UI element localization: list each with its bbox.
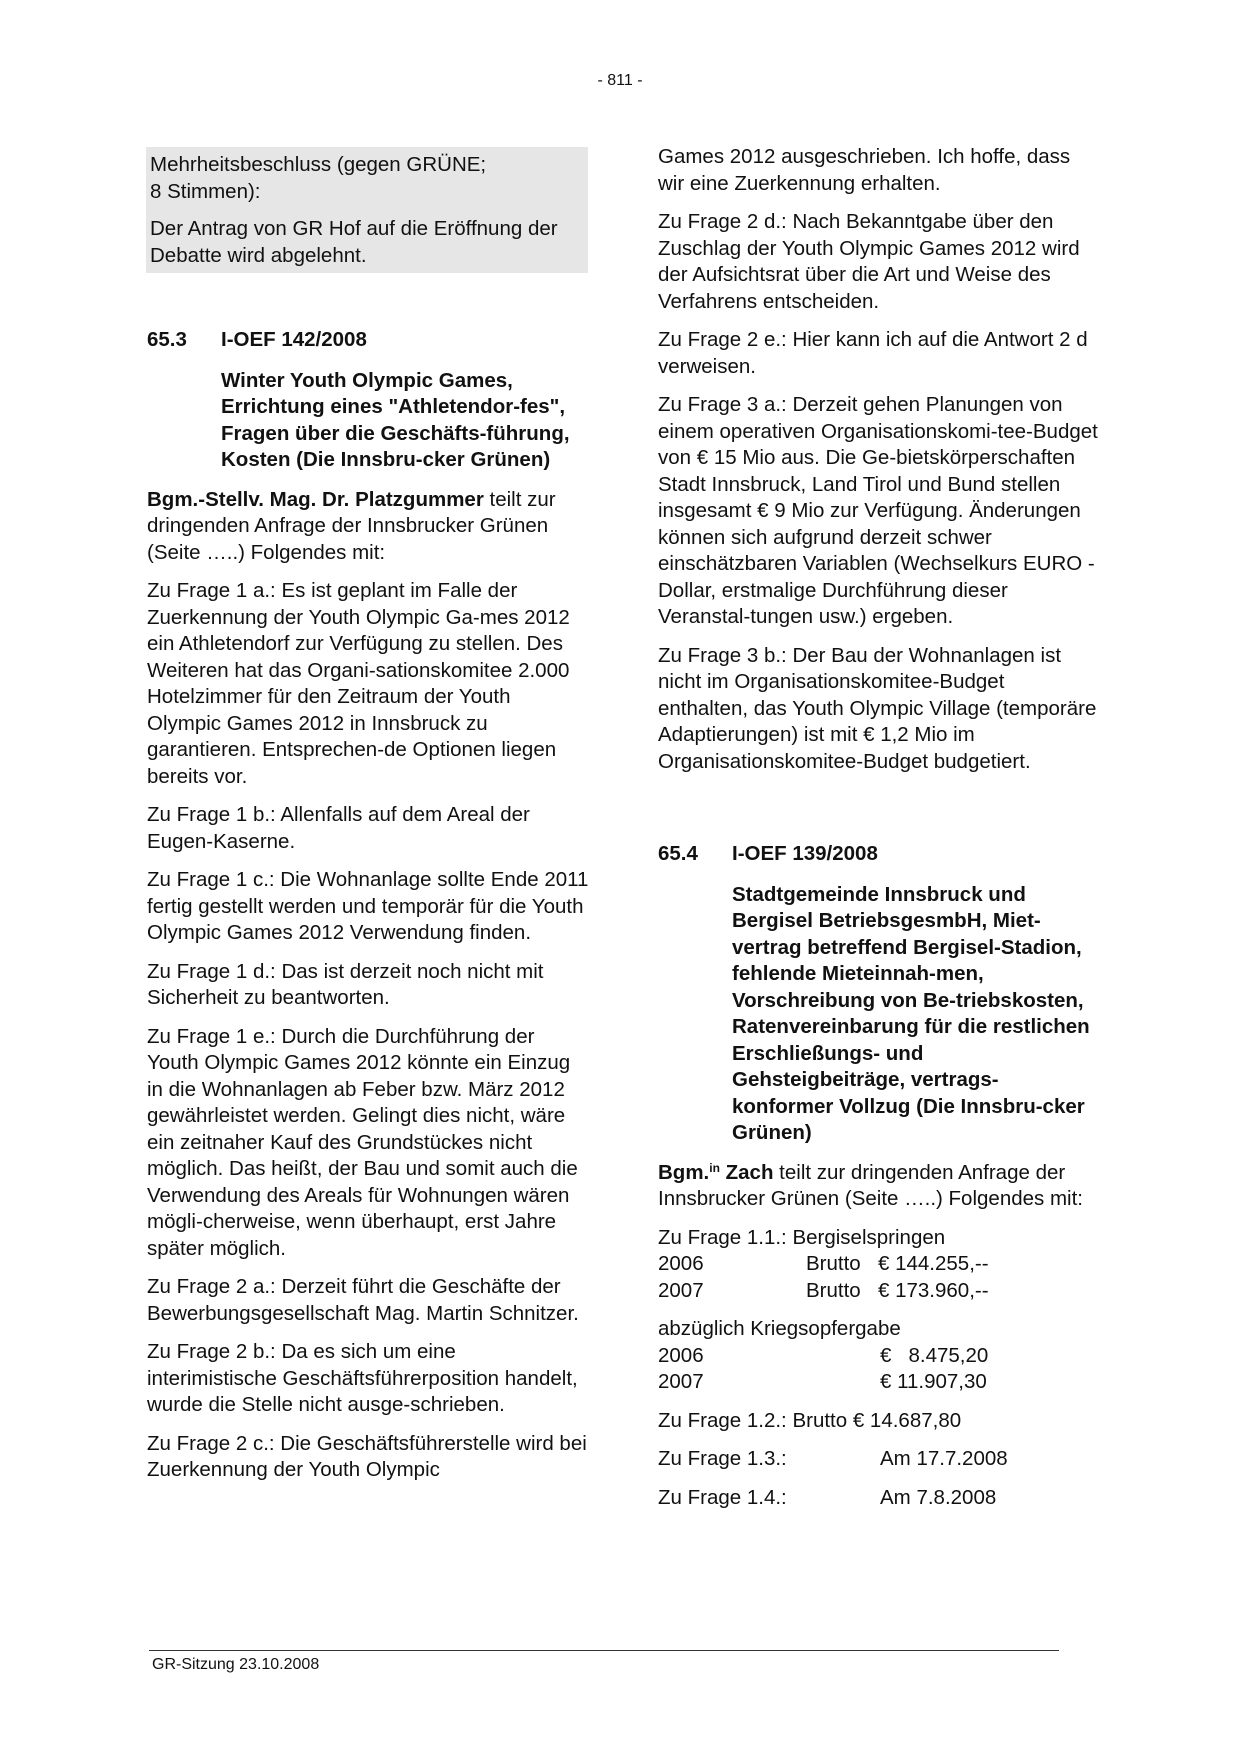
amount-row (658, 1278, 1098, 1305)
agenda-item-title: Stadtgemeinde Innsbruck und Bergisel BetriebsgesmbH, Miet-vertrag betreffend Bergisel-Stadion, fehlende Mieteinnah-men, Vorschreibung von Be-triebskosten, Ratenvereinbarung für die restlichen Erschließungs- und Gehsteigbeiträge, vertrags-konformer Vollzug (Die Innsbru-cker Grünen) (732, 882, 1090, 1144)
year-cell: 2007 (658, 1278, 704, 1302)
speaker-surname: Zach (719, 1160, 774, 1184)
amount-cell: € 173.960,-- (878, 1278, 989, 1302)
agenda-item-code: I-OEF 142/2008 (221, 328, 367, 351)
amount-row (658, 1251, 1098, 1278)
question-1-3 (658, 1446, 1098, 1473)
decision-box (146, 147, 588, 273)
question-value: Am 17.7.2008 (880, 1447, 1008, 1470)
answer-paragraph: Zu Frage 1 e.: Durch die Durchführung der Youth Olympic Games 2012 könnte ein Einzug in die Wohnanlagen ab Feber bzw. März 2012 gewährleistet werden. Gelingt dies nicht, wäre ein zeitnaher Kauf des Grundstückes nicht möglich. Das heißt, der Bau und somit auch die Verwendung des Areals für Wohnungen wären mögli-cherweise, wenn überhaupt, erst Jahre später möglich. (147, 1024, 578, 1260)
year-cell: 2006 (658, 1252, 704, 1275)
answer-paragraph: Zu Frage 2 c.: Die Geschäftsführerstelle wird bei Zuerkennung der Youth Olympic (147, 1431, 587, 1481)
year-cell: 2006 (658, 1343, 704, 1367)
speaker-intro (658, 1160, 1098, 1213)
right-column (658, 144, 1098, 1523)
answer-paragraph: Games 2012 ausgeschrieben. Ich hoffe, dass wir eine Zuerkennung erhalten. (658, 145, 1071, 195)
question-1-1-heading: Zu Frage 1.1.: Bergiselspringen (658, 1225, 946, 1249)
amount-cell: € 11.907,30 (880, 1370, 987, 1393)
decision-line-2: 8 Stimmen): (150, 179, 261, 203)
question-label: Zu Frage 1.3.: (658, 1447, 787, 1470)
answer-paragraph: Zu Frage 2 b.: Da es sich um eine interimistische Geschäftsführerposition handelt, wurde die Stelle nicht ausge-schrieben. (147, 1340, 578, 1416)
question-label: Zu Frage 1.4.: (658, 1485, 787, 1509)
speaker-name (658, 1161, 773, 1184)
deduction-block (658, 1316, 1098, 1396)
answer-paragraph: Zu Frage 3 b.: Der Bau der Wohnanlagen ist nicht im Organisationskomitee-Budget enthalten, das Youth Olympic Village (temporäre Adaptierungen) ist mit € 1,2 Mio im Organisationskomitee-Budget budgetiert. (658, 643, 1097, 773)
speaker-title: Bgm. (658, 1160, 710, 1184)
agenda-item-header (147, 327, 589, 354)
decision-heading (150, 152, 584, 205)
answer-paragraph: Zu Frage 1 c.: Die Wohnanlage sollte Ende 2011 fertig gestellt werden und temporär für die Youth Olympic Games 2012 Verwendung finden. (147, 868, 589, 944)
answer-paragraph: Zu Frage 2 d.: Nach Bekanntgabe über den Zuschlag der Youth Olympic Games 2012 wird der Aufsichtsrat über die Art und Weise des Verfahrens entscheiden. (658, 210, 1080, 313)
deduction-heading: abzüglich Kriegsopfergabe (658, 1317, 901, 1340)
amount-row (658, 1343, 1098, 1370)
question-value: Am 7.8.2008 (880, 1485, 997, 1509)
agenda-item-header (658, 841, 1098, 868)
question-1-2: Zu Frage 1.2.: Brutto € 14.687,80 (658, 1408, 962, 1432)
answer-paragraph: Zu Frage 2 e.: Hier kann ich auf die Antwort 2 d verweisen. (658, 328, 1088, 378)
decision-line-1: Mehrheitsbeschluss (gegen GRÜNE; (150, 153, 487, 176)
speaker-title-suffix: in (709, 1160, 720, 1175)
year-cell: 2007 (658, 1370, 704, 1393)
question-1-4 (658, 1485, 1098, 1512)
answer-paragraph: Zu Frage 3 a.: Derzeit gehen Planungen von einem operativen Organisationskomi-tee-Budget von € 15 Mio aus. Die Ge-bietskörperschaften Stadt Innsbruck, Land Tirol und Bund stellen insgesamt € 9 Mio zur Verfügung. Änderungen können sich aufgrund derzeit schwer einschätzbaren Variablen (Wechselkurs EURO - Dollar, erstmalige Durchführung dieser Veranstal-tungen usw.) ergeben. (658, 393, 1098, 628)
amount-cell: € 144.255,-- (878, 1252, 989, 1275)
footer-text: GR-Sitzung 23.10.2008 (152, 1656, 320, 1673)
left-column (147, 144, 589, 1496)
speaker-intro (147, 487, 589, 567)
page-number: - 811 - (597, 72, 643, 89)
speaker-name: Bgm.-Stellv. Mag. Dr. Platzgummer (147, 487, 484, 511)
agenda-item-title: Winter Youth Olympic Games, Errichtung eines "Athletendor-fes", Fragen über die Geschäfts-führung, Kosten (Die Innsbru-cker Grünen) (221, 368, 570, 471)
agenda-item-number: 65.3 (147, 328, 187, 351)
answer-paragraph: Zu Frage 2 a.: Derzeit führt die Geschäfte der Bewerbungsgesellschaft Mag. Martin Schnitzer. (147, 1275, 579, 1325)
agenda-item-number: 65.4 (658, 842, 698, 865)
intro-text: teilt zur dringenden Anfrage der Innsbrucker Grünen (Seite …..) Folgendes mit: (658, 1160, 1083, 1210)
answer-paragraph: Zu Frage 1 a.: Es ist geplant im Falle der Zuerkennung der Youth Olympic Ga-mes 2012 ein Athletendorf zur Verfügung zu stellen. Des Weiteren hat das Organi-sationskomitee 2.000 Hotelzimmer für den Zeitraum der Youth Olympic Games 2012 in Innsbruck zu garantieren. Entsprechen-de Optionen liegen bereits vor. (147, 579, 570, 788)
answer-paragraph: Zu Frage 1 b.: Allenfalls auf dem Areal der Eugen-Kaserne. (147, 803, 530, 853)
footer-divider (149, 1650, 1059, 1651)
kind-cell: Brutto (806, 1278, 861, 1302)
amount-cell: € 8.475,20 (880, 1343, 989, 1367)
agenda-item-code: I-OEF 139/2008 (732, 842, 878, 865)
kind-cell: Brutto (806, 1252, 861, 1275)
question-1-1-block (658, 1225, 1098, 1305)
answer-paragraph: Zu Frage 1 d.: Das ist derzeit noch nicht mit Sicherheit zu beantworten. (147, 959, 544, 1009)
intro-text: teilt zur dringenden Anfrage der Innsbrucker Grünen (Seite …..) Folgendes mit: (147, 487, 556, 564)
decision-text: Der Antrag von GR Hof auf die Eröffnung der Debatte wird abgelehnt. (150, 217, 558, 267)
amount-row (658, 1369, 1098, 1396)
